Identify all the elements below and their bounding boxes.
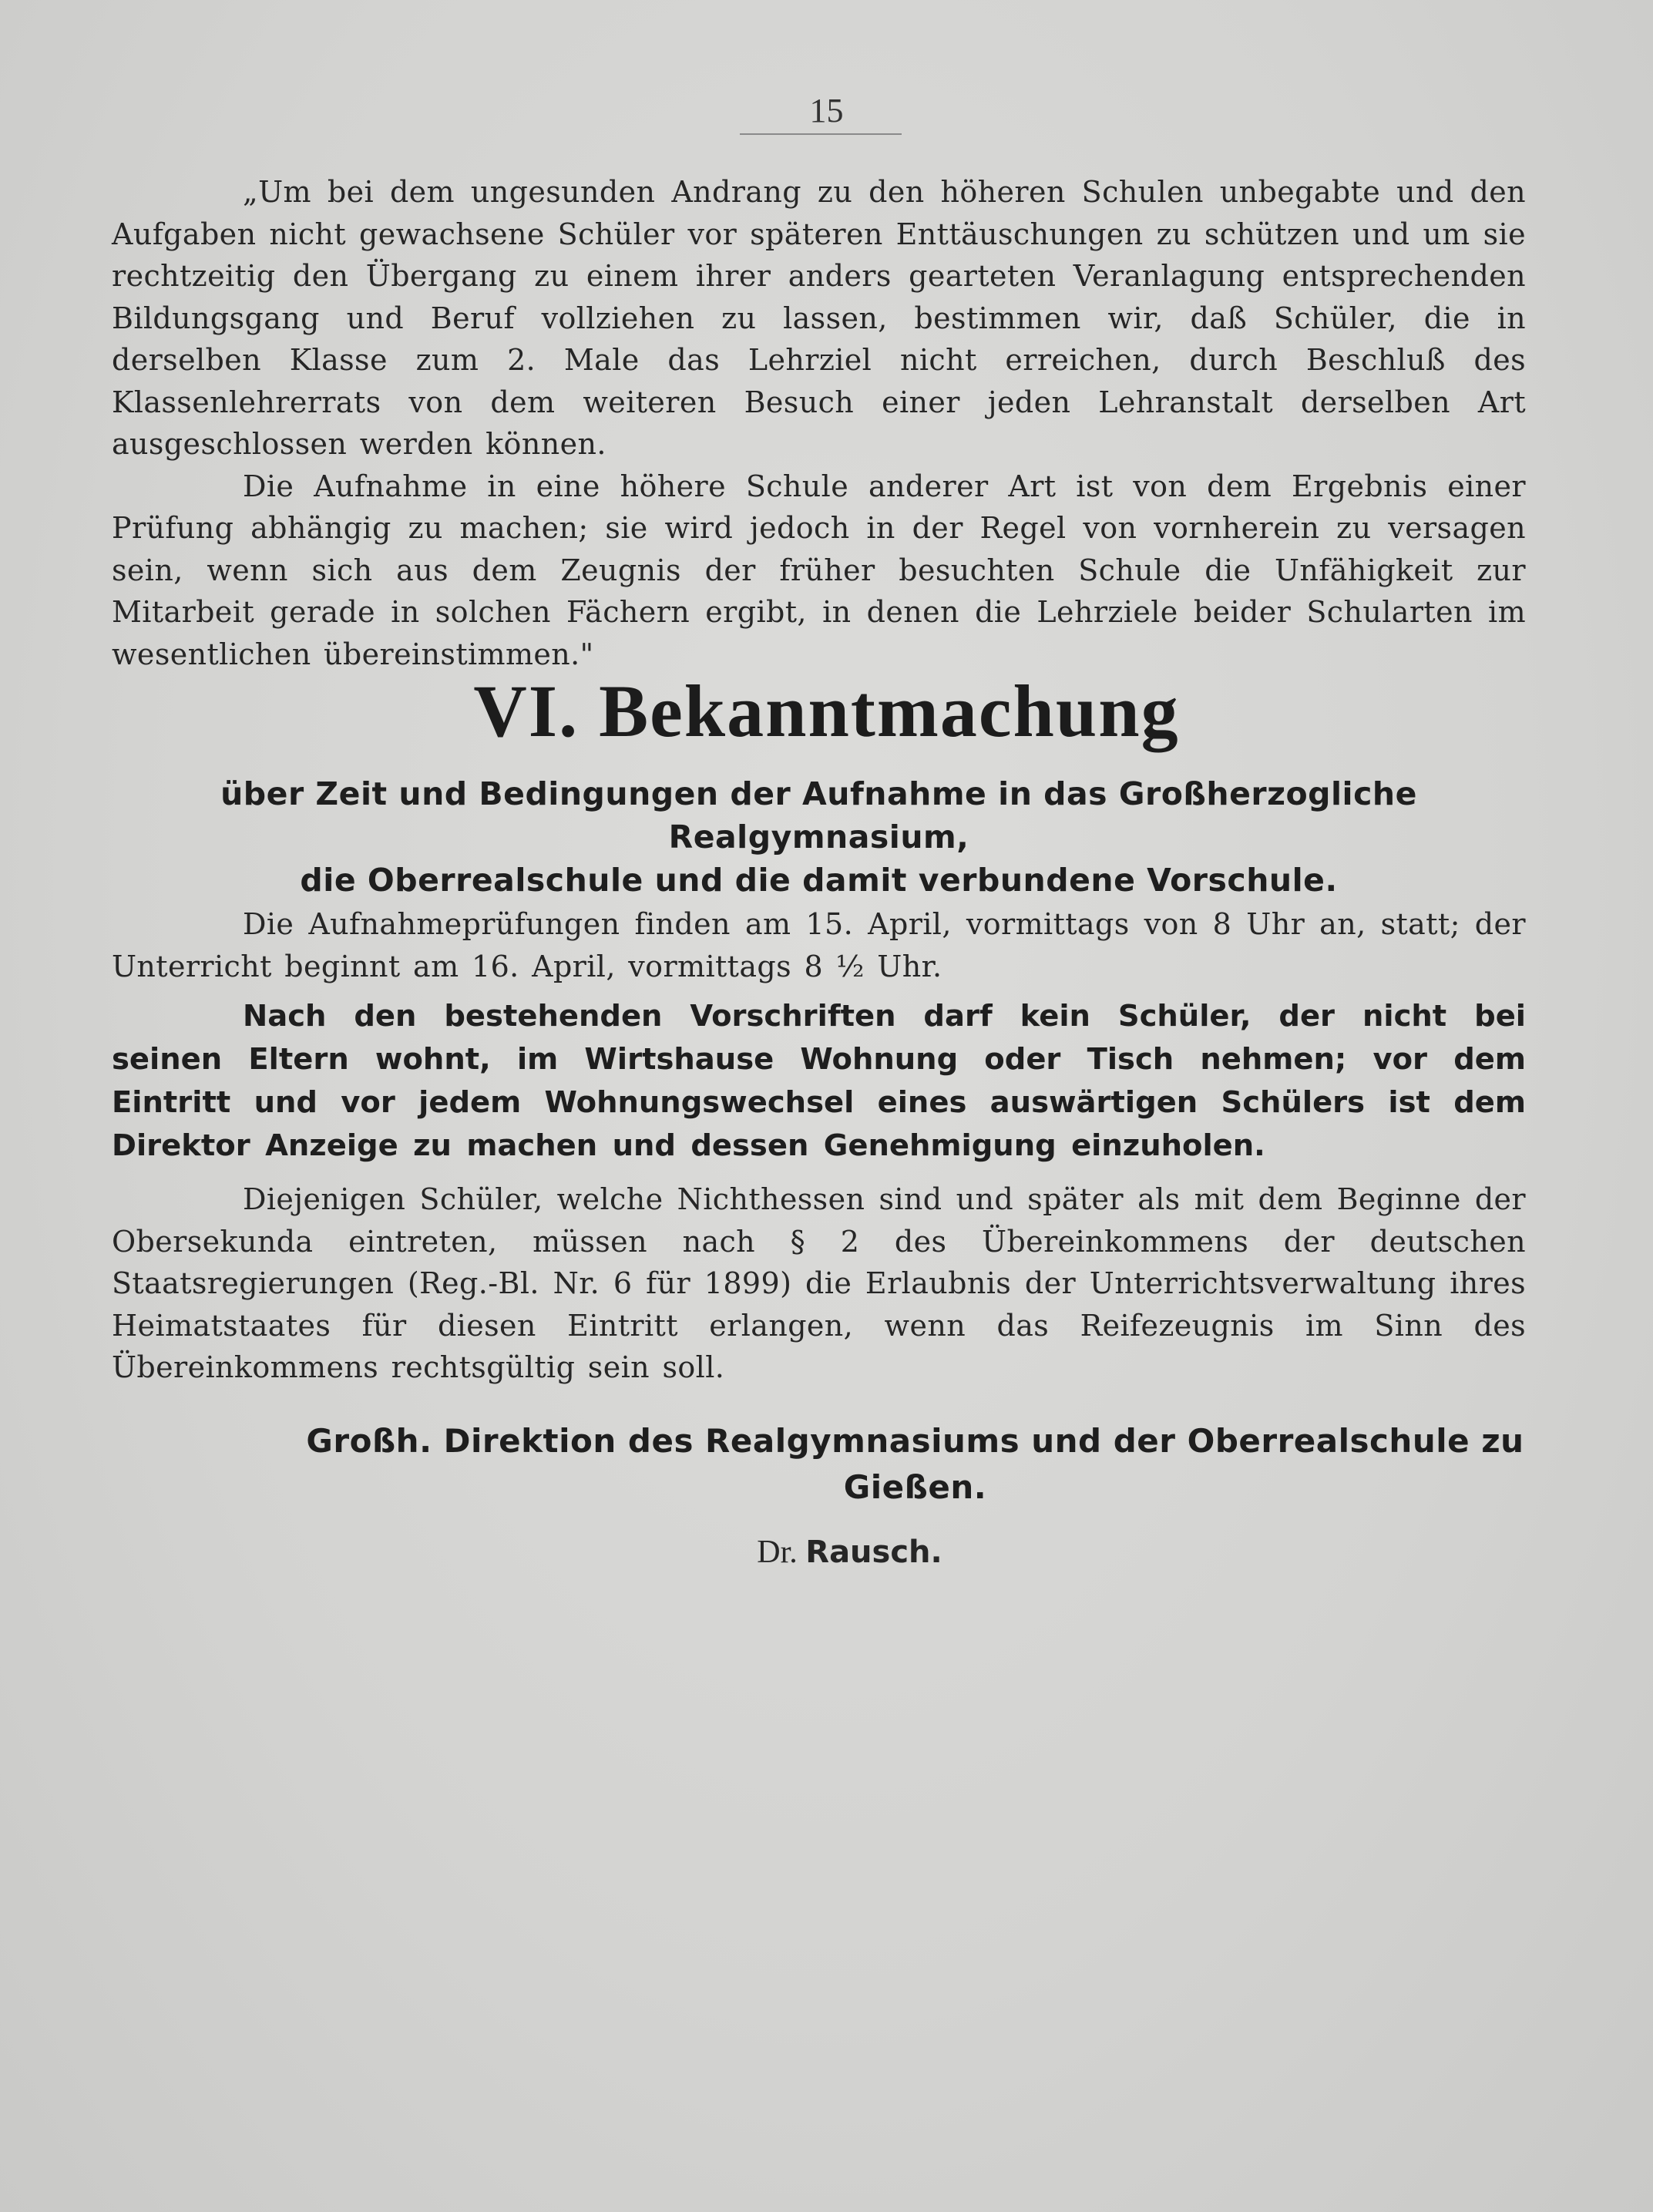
non-hessian-paragraph: Diejenigen Schüler, welche Nichthessen sind und später als mit dem Beginne der Obersekunda eintreten, müssen nach § 2 des Übereinkommens der deutschen Staatsregierungen (Reg.-Bl. Nr. 6 für 1899) die Erlaubnis der Unterrichtsverwaltung ihres Heimatstaates für diesen Eintritt erlangen, wenn das Reifezeugnis im Sinn des Übereinkommens rechtsgültig sein soll.: [112, 1182, 1526, 1384]
section-subheading: [108, 772, 1530, 902]
quoted-regulation: [112, 171, 1526, 675]
signatory-title: Dr.: [757, 1535, 798, 1570]
subheading-line-2: die Oberrealschule und die damit verbundene Vorschule.: [300, 862, 1338, 899]
section-heading-block: [0, 669, 1653, 754]
signatory: [173, 1531, 1526, 1574]
signatory-name: Rausch.: [805, 1535, 942, 1570]
page-number: 15: [809, 92, 844, 129]
subheading-line-1: über Zeit und Bedingungen der Aufnahme in das Großherzogliche Realgymnasium,: [220, 775, 1417, 856]
housing-rules-paragraph: Nach den bestehenden Vorschriften darf kein Schüler, der nicht bei seinen Eltern wohnt, im Wirtshause Wohnung oder Tisch nehmen; vor dem Eintritt und vor jedem Wohnungswechsel eines auswärtigen Schülers ist dem Direktor Anzeige zu machen und dessen Genehmigung einzuholen.: [112, 999, 1526, 1163]
quote-paragraph-1: „Um bei dem ungesunden Andrang zu den höheren Schulen unbegabte und den Aufgaben nicht gewachsene Schüler vor späteren Enttäuschungen zu schützen und um sie rechtzeitig den Übergang zu einem ihrer anders gearteten Veranlagung entsprechenden Bildungsgang und Beruf vollziehen zu lassen, bestimmen wir, daß Schüler, die in derselben Klasse zum 2. Male das Lehrziel nicht erreichen, durch Beschluß des Klassenlehrerrats von dem weiteren Besuch einer jeden Lehranstalt derselben Art ausgeschlossen werden können.: [112, 175, 1526, 461]
page-number-rule: [740, 133, 902, 135]
section-heading: VI. Bekanntmachung: [473, 670, 1180, 752]
signing-institution: Großh. Direktion des Realgymnasiums und der Oberrealschule zu Gießen.: [306, 1422, 1524, 1506]
signature-block: [112, 1418, 1526, 1574]
exam-date-paragraph: Die Aufnahmeprüfungen finden am 15. April, vormittags von 8 Uhr an, statt; der Unterricht beginnt am 16. April, vormittags 8 ½ Uhr.: [112, 907, 1526, 983]
announcement-body: [112, 903, 1526, 1389]
quote-paragraph-2: Die Aufnahme in eine höhere Schule anderer Art ist von dem Ergebnis einer Prüfung abhängig zu machen; sie wird jedoch in der Regel von vornherein zu versagen sein, wenn sich aus dem Zeugnis der früher besuchten Schule die Unfähigkeit zur Mitarbeit gerade in solchen Fächern ergibt, in denen die Lehrziele beider Schularten im wesentlichen übereinstimmen.": [112, 469, 1526, 671]
